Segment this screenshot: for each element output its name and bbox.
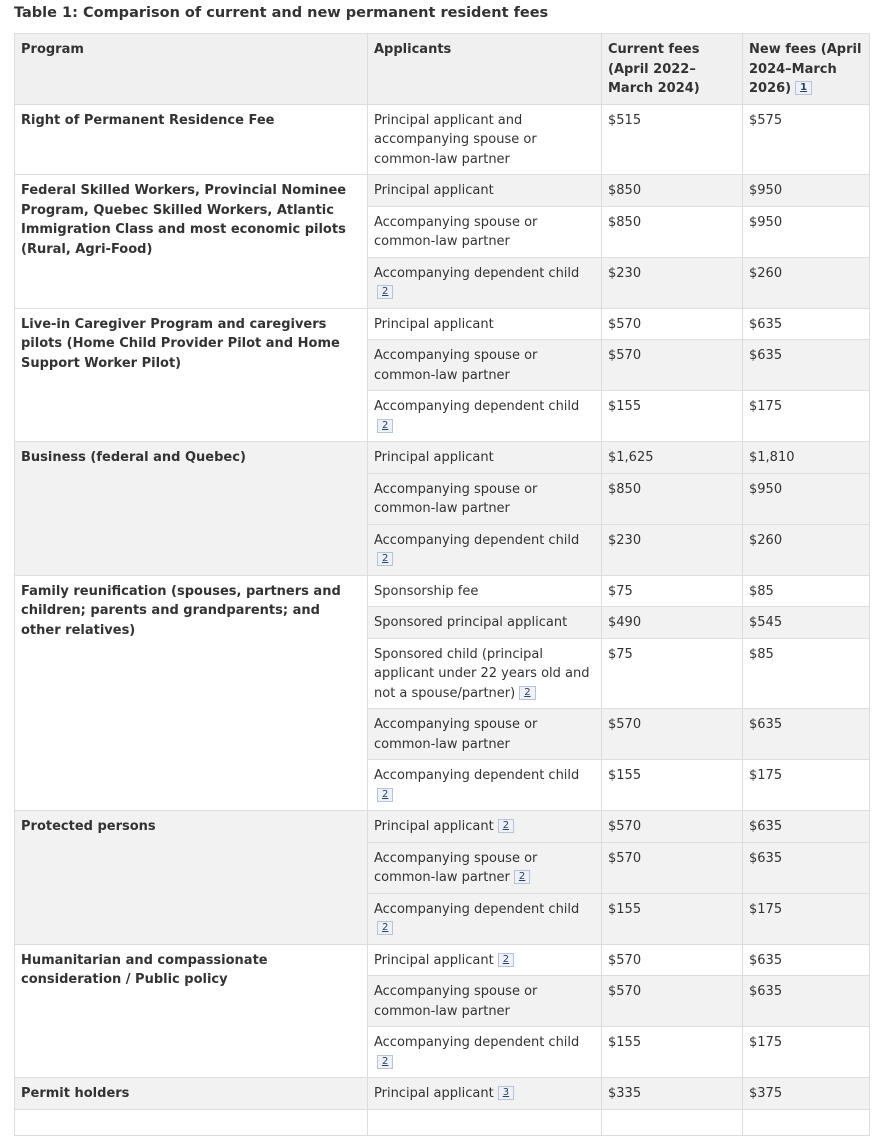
applicant-cell (368, 104, 602, 175)
applicant-cell (368, 391, 602, 442)
current-fee-cell: $850 (602, 206, 743, 257)
applicant-label: Principal applicant (374, 316, 494, 332)
table-row (15, 1078, 870, 1110)
applicant-label: Sponsored child (principal applicant under 22 years old and not a spouse/partner) (374, 646, 590, 701)
footnote-link[interactable]: 2 (519, 686, 535, 700)
applicant-cell (368, 308, 602, 340)
new-fee-cell: $375 (743, 1078, 870, 1110)
applicant-label: Accompanying dependent child (374, 532, 580, 548)
applicant-cell (368, 607, 602, 639)
footnote-link[interactable]: 2 (377, 921, 393, 935)
footnote-link[interactable]: 3 (498, 1086, 514, 1100)
table-row (15, 308, 870, 340)
applicant-cell (368, 1078, 602, 1110)
new-fee-cell: $635 (743, 976, 870, 1027)
table-row (15, 575, 870, 607)
footnote-link[interactable]: 2 (377, 552, 393, 566)
footnote-link[interactable]: 2 (377, 788, 393, 802)
applicant-cell (368, 760, 602, 811)
new-fee-cell: $950 (743, 175, 870, 207)
new-fee-cell: $1,810 (743, 442, 870, 474)
program-cell: Right of Permanent Residence Fee (15, 104, 368, 175)
applicant-label: Principal applicant (374, 450, 494, 465)
applicant-cell (368, 473, 602, 524)
empty-cell (368, 1109, 602, 1135)
footnote-link[interactable]: 2 (377, 419, 393, 433)
current-fee-cell: $850 (602, 473, 743, 524)
empty-cell (602, 1109, 743, 1135)
applicant-label: Accompanying spouse or common-law partner (374, 850, 538, 885)
new-fee-cell: $635 (743, 842, 870, 893)
footnote-link[interactable]: 2 (498, 953, 514, 967)
applicant-label: Principal applicant (374, 183, 494, 198)
column-header-applicants: Applicants (368, 34, 602, 105)
program-cell: Protected persons (15, 811, 368, 945)
current-fee-cell: $155 (602, 760, 743, 811)
applicant-label: Accompanying dependent child (374, 265, 580, 281)
new-fee-cell: $635 (743, 308, 870, 340)
applicant-label: Accompanying spouse or common-law partner (374, 984, 538, 1019)
table-row (15, 944, 870, 976)
program-cell: Live-in Caregiver Program and caregivers pilots (Home Child Provider Pilot and Home Support Worker Pilot) (15, 308, 368, 442)
applicant-cell (368, 340, 602, 391)
current-fee-cell: $570 (602, 944, 743, 976)
empty-cell (743, 1109, 870, 1135)
new-fee-cell: $950 (743, 473, 870, 524)
applicant-label: Principal applicant (374, 1086, 494, 1101)
current-fee-cell: $335 (602, 1078, 743, 1110)
applicant-cell (368, 893, 602, 944)
new-fee-cell: $635 (743, 709, 870, 760)
current-fee-cell: $230 (602, 257, 743, 308)
applicant-cell (368, 257, 602, 308)
new-fee-cell: $175 (743, 893, 870, 944)
new-fee-cell: $635 (743, 811, 870, 843)
footnote-link[interactable]: 1 (795, 81, 812, 95)
applicant-cell (368, 442, 602, 474)
applicant-cell (368, 206, 602, 257)
new-fee-cell: $575 (743, 104, 870, 175)
applicant-label: Accompanying spouse or common-law partner (374, 481, 538, 516)
footnote-link[interactable]: 2 (514, 870, 530, 884)
applicant-label: Sponsorship fee (374, 583, 479, 599)
new-fee-cell: $545 (743, 607, 870, 639)
applicant-label: Accompanying dependent child (374, 1035, 580, 1050)
new-fee-cell: $260 (743, 257, 870, 308)
footnote-link[interactable]: 2 (498, 819, 514, 833)
applicant-cell (368, 175, 602, 207)
new-fee-cell: $175 (743, 391, 870, 442)
new-fee-cell: $950 (743, 206, 870, 257)
column-header-current-fees (602, 34, 743, 105)
current-fee-cell: $230 (602, 524, 743, 575)
applicant-label: Principal applicant (374, 819, 494, 834)
applicant-cell (368, 524, 602, 575)
table-row (15, 104, 870, 175)
applicant-label: Sponsored principal applicant (374, 615, 568, 630)
current-fee-cell: $570 (602, 842, 743, 893)
new-fee-cell: $85 (743, 638, 870, 709)
applicant-label: Accompanying dependent child (374, 901, 580, 917)
program-cell: Business (federal and Quebec) (15, 442, 368, 576)
applicant-label: Principal applicant (374, 952, 494, 968)
program-cell: Humanitarian and compassionate consideration / Public policy (15, 944, 368, 1078)
table-caption: Table 1: Comparison of current and new permanent resident fees (14, 5, 549, 21)
footnote-link[interactable]: 2 (377, 1055, 393, 1069)
current-fee-cell: $75 (602, 638, 743, 709)
current-fee-cell: $515 (602, 104, 743, 175)
column-header-new-fees (743, 34, 870, 105)
table-row (15, 175, 870, 207)
applicant-cell (368, 842, 602, 893)
new-fee-cell: $260 (743, 524, 870, 575)
table-row (15, 442, 870, 474)
column-header-current-fees-label: Current fees (April 2022–March 2024) (608, 42, 700, 96)
applicant-label: Accompanying spouse or common-law partner (374, 717, 538, 752)
current-fee-cell: $1,625 (602, 442, 743, 474)
current-fee-cell: $490 (602, 607, 743, 639)
current-fee-cell: $155 (602, 893, 743, 944)
new-fee-cell: $635 (743, 944, 870, 976)
current-fee-cell: $75 (602, 575, 743, 607)
column-header-new-fees-label: New fees (April 2024–March 2026) (749, 42, 862, 96)
program-cell: Family reunification (spouses, partners and children; parents and grandparents; and other relatives) (15, 575, 368, 811)
current-fee-cell: $570 (602, 976, 743, 1027)
applicant-cell (368, 1027, 602, 1078)
applicant-label: Accompanying spouse or common-law partner (374, 348, 538, 383)
applicant-label: Accompanying dependent child (374, 768, 580, 783)
fees-table (14, 33, 870, 1136)
current-fee-cell: $570 (602, 811, 743, 843)
applicant-label: Principal applicant and accompanying spouse or common-law partner (374, 112, 537, 167)
current-fee-cell: $155 (602, 391, 743, 442)
applicant-cell (368, 575, 602, 607)
applicant-label: Accompanying spouse or common-law partner (374, 214, 538, 249)
column-header-program: Program (15, 34, 368, 105)
table-row (15, 811, 870, 843)
applicant-cell (368, 811, 602, 843)
current-fee-cell: $570 (602, 308, 743, 340)
applicant-cell (368, 638, 602, 709)
empty-cell (15, 1109, 368, 1135)
program-cell: Permit holders (15, 1078, 368, 1110)
new-fee-cell: $175 (743, 1027, 870, 1078)
footnote-link[interactable]: 2 (377, 285, 393, 299)
current-fee-cell: $850 (602, 175, 743, 207)
table-row-empty (15, 1109, 870, 1135)
applicant-cell (368, 976, 602, 1027)
new-fee-cell: $635 (743, 340, 870, 391)
applicant-cell (368, 709, 602, 760)
header-row (15, 34, 870, 105)
current-fee-cell: $570 (602, 709, 743, 760)
current-fee-cell: $570 (602, 340, 743, 391)
current-fee-cell: $155 (602, 1027, 743, 1078)
applicant-cell (368, 944, 602, 976)
new-fee-cell: $175 (743, 760, 870, 811)
applicant-label: Accompanying dependent child (374, 399, 580, 414)
program-cell: Federal Skilled Workers, Provincial Nominee Program, Quebec Skilled Workers, Atlantic Immigration Class and most economic pilots (Rural, Agri-Food) (15, 175, 368, 309)
new-fee-cell: $85 (743, 575, 870, 607)
